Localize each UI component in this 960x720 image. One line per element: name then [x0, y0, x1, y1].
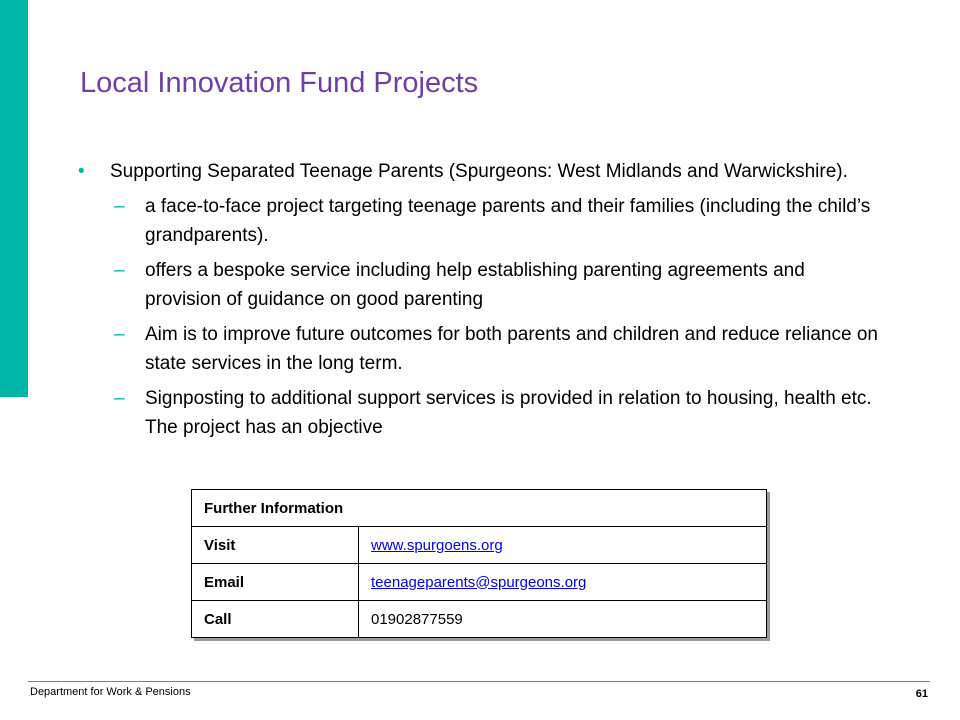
- website-link[interactable]: www.spurgoens.org: [371, 536, 503, 554]
- visit-label: Visit: [192, 527, 359, 564]
- dash-marker: –: [114, 196, 125, 217]
- sub-bullet-item: [78, 384, 878, 442]
- bullet-text: Supporting Separated Teenage Parents (Spurgeons: West Midlands and Warwickshire).: [110, 161, 848, 182]
- sub-bullet-item: [78, 320, 878, 378]
- table-header: Further Information: [192, 490, 767, 527]
- dash-marker: –: [114, 324, 125, 345]
- phone-number: 01902877559: [359, 601, 767, 638]
- footer-divider: [28, 681, 930, 682]
- call-label: Call: [192, 601, 359, 638]
- sub-bullet-item: [78, 192, 878, 250]
- dash-marker: –: [114, 260, 125, 281]
- bullet-marker: •: [78, 161, 85, 182]
- email-value: [359, 564, 767, 601]
- table-row: [192, 601, 767, 638]
- page-number: 61: [915, 688, 928, 700]
- sub-bullet-text: a face-to-face project targeting teenage parents and their families (including the child’s grandparents).: [145, 196, 871, 246]
- page-title: Local Innovation Fund Projects: [80, 67, 479, 100]
- sub-bullet-text: Signposting to additional support services is provided in relation to housing, health etc. The project has an objective: [145, 388, 872, 438]
- email-link[interactable]: teenageparents@spurgeons.org: [371, 573, 587, 591]
- bullet-item: [78, 157, 878, 186]
- slide-content: [78, 157, 878, 448]
- visit-value: [359, 527, 767, 564]
- footer-organization: Department for Work & Pensions: [30, 686, 191, 698]
- table-header-row: [192, 490, 767, 527]
- sub-bullet-item: [78, 256, 878, 314]
- sub-bullet-text: Aim is to improve future outcomes for both parents and children and reduce reliance on state services in the long term.: [145, 324, 878, 374]
- sub-bullet-text: offers a bespoke service including help establishing parenting agreements and provision of guidance on good parenting: [145, 260, 805, 310]
- dash-marker: –: [114, 388, 125, 409]
- further-information-table: [191, 489, 767, 638]
- table-row: [192, 564, 767, 601]
- table-row: [192, 527, 767, 564]
- accent-bar: [0, 0, 28, 397]
- email-label: Email: [192, 564, 359, 601]
